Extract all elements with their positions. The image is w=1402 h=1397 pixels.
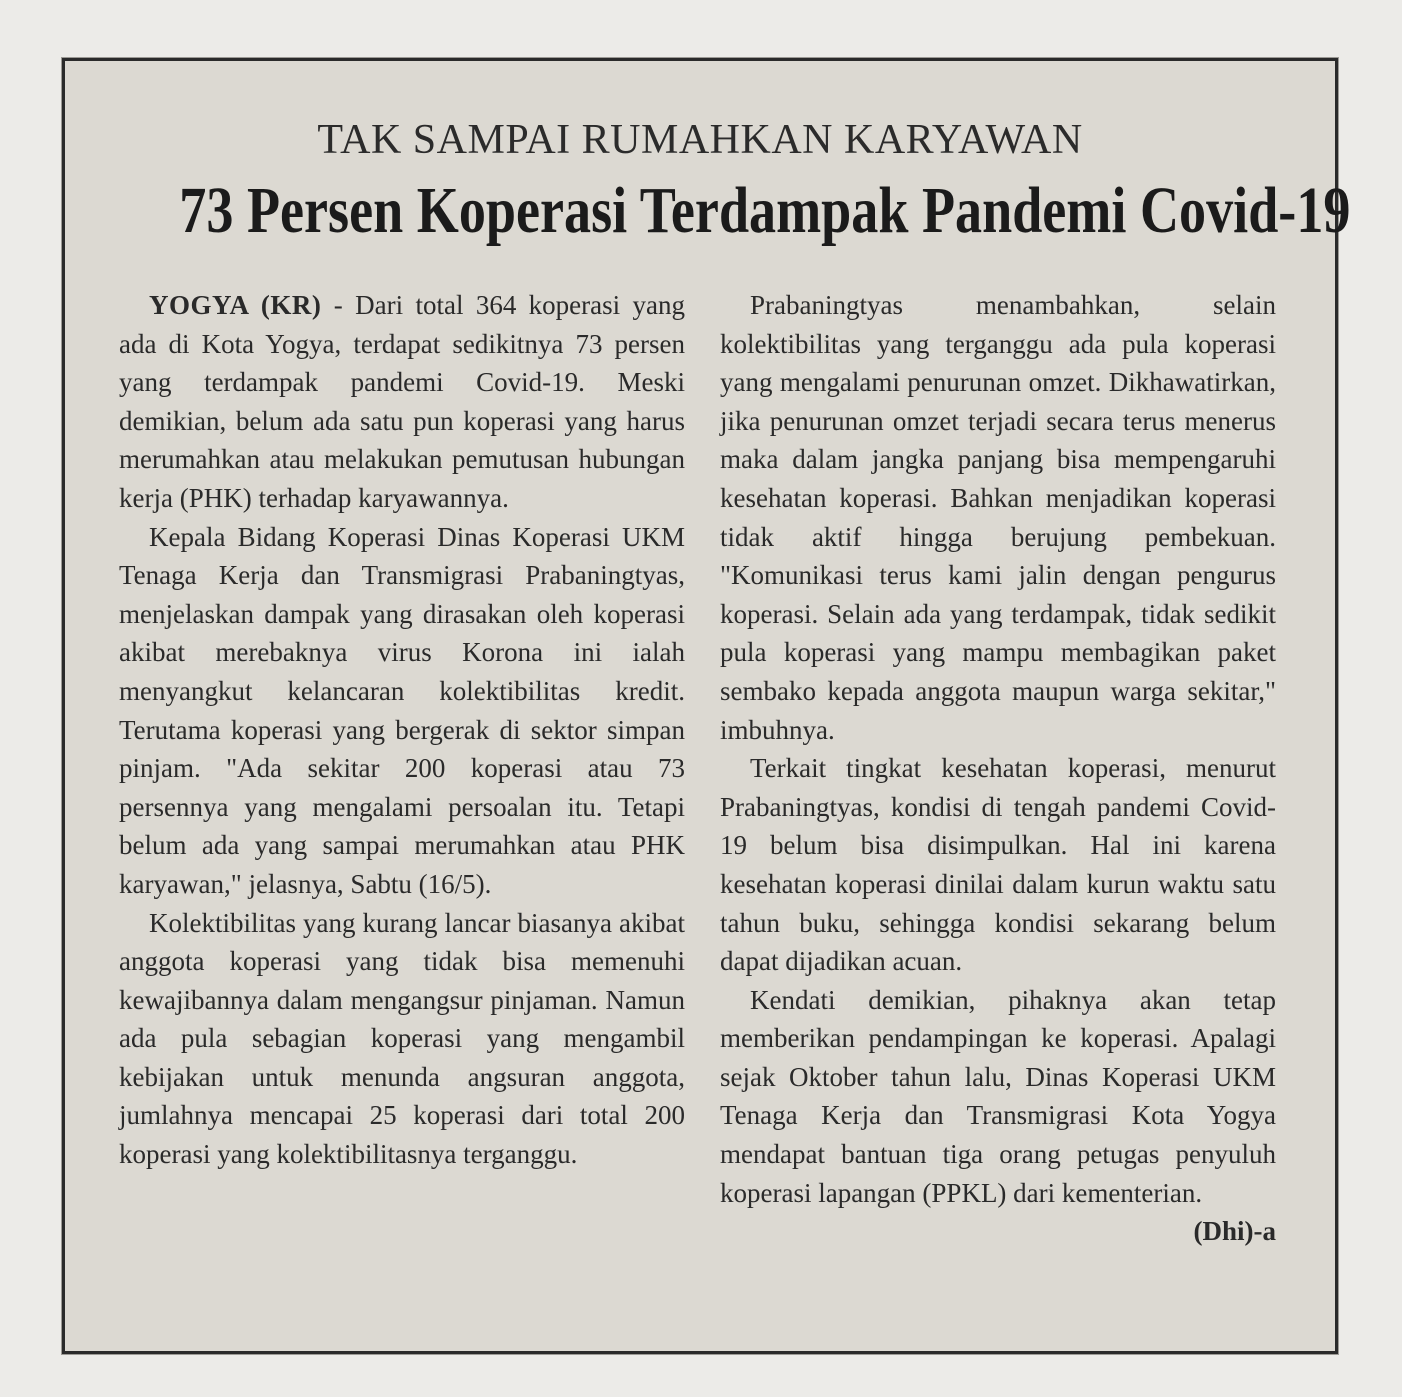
article-paragraph — [720, 981, 1276, 1247]
paragraph-text: Kendati demikian, pihaknya akan tetap memberikan pendampingan ke koperasi. Apalagi sejak Oktober tahun lalu, Dinas Koperasi UKM Tenaga Kerja dan Transmigrasi Kota Yogya mendapat bantuan tiga orang petugas penyuluh koperasi lapangan (PPKL) dari kementerian. — [720, 984, 1276, 1208]
article-dateline: YOGYA (KR) — [149, 290, 322, 320]
article-column-right — [720, 286, 1276, 1251]
author-credit: (Dhi)-a — [1193, 1216, 1276, 1247]
article-column-left — [119, 286, 685, 1174]
article-paragraph: Kepala Bidang Koperasi Dinas Koperasi UKM Tenaga Kerja dan Transmigrasi Prabaningtyas, menjelaskan dampak yang dirasakan oleh koperasi akibat merebaknya virus Korona ini ialah menyangkut kelancaran kolektibilitas kredit. Terutama koperasi yang bergerak di sektor simpan pinjam. "Ada sekitar 200 koperasi atau 73 persennya yang mengalami persoalan itu. Tetapi belum ada yang sampai merumahkan atau PHK karyawan," jelasnya, Sabtu (16/5). — [119, 521, 685, 899]
article-headline: 73 Persen Koperasi Terdampak Pandemi Covid-19 — [179, 174, 1351, 247]
article-paragraph: Prabaningtyas menambahkan, selain kolektibilitas yang terganggu ada pula koperasi yang mengalami penurunan omzet. Dikhawatirkan, jika penurunan omzet terjadi secara terus menerus maka dalam jangka panjang bisa mempengaruhi kesehatan koperasi. Bahkan menjadikan koperasi tidak aktif hingga berujung pembekuan. "Komunikasi terus kami jalin dengan pengurus koperasi. Selain ada yang terdampak, tidak sedikit pula koperasi yang mampu membagikan paket sembako kepada anggota maupun warga sekitar," imbuhnya. — [720, 290, 1276, 745]
article-kicker: TAK SAMPAI RUMAHKAN KARYAWAN — [317, 117, 1083, 163]
paragraph-text: - Dari total 364 koperasi yang ada di Kota Yogya, terdapat sedikitnya 73 persen yang terdampak pandemi Covid-19. Meski demikian, belum ada satu pun koperasi yang harus merumahkan atau melakukan pemutusan hubungan kerja (PHK) terhadap karyawannya. — [119, 290, 686, 513]
article-paragraph — [119, 286, 685, 518]
newspaper-clipping — [62, 58, 1351, 1354]
article-paragraph: Kolektibilitas yang kurang lancar biasanya akibat anggota koperasi yang tidak bisa memenuhi kewajibannya dalam mengangsur pinjaman. Namun ada pula sebagian koperasi yang mengambil kebijakan untuk menunda angsuran anggota, jumlahnya mencapai 25 koperasi dari total 200 koperasi yang kolektibilitasnya terganggu. — [119, 907, 685, 1170]
article-paragraph: Terkait tingkat kesehatan koperasi, menurut Prabaningtyas, kondisi di tengah pandemi Covid-19 belum bisa disimpulkan. Hal ini karena kesehatan koperasi dinilai dalam kurun waktu satu tahun buku, sehingga kondisi sekarang belum dapat dijadikan acuan. — [720, 753, 1276, 977]
